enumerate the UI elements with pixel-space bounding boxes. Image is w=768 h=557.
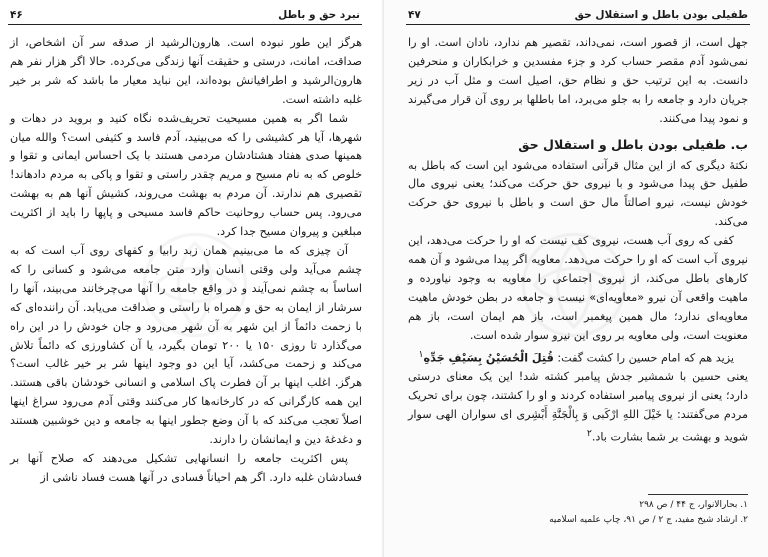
left-page-header: [8, 8, 362, 25]
paragraph: کفی که روی آب هست، نیروی کف نیست که او را حرکت می‌دهد، این نیروی آب است که او را حرکت می‌دهد. معاویه اگر پیدا می‌شود و آن همه کارهای باطل می‌کند، از نیروی اجتماعی را معاویه به وجود نیاورده و ماهیت واقعی آن نیرو «معاویه‌ای» نیست و جامعه در بطن خودش ماهیت معاویه‌ای ندارد؛ مال همین پیغمبر است، باز هم ایمان است، باز هم معنویت است، ولی معاویه بر روی این نیرو سوار شده است.: [408, 234, 748, 342]
paragraph: [408, 368, 748, 447]
right-page: [384, 0, 768, 557]
paragraph: جهل است، از قصور است، نمی‌داند، تقصیر هم ندارد، نادان است. او را نمی‌شود آدم مقصر حساب کرد و جزء مفسدین و خرابکاران و منحرفین دانست. به این ترتیب حق و نظام حق، اصیل است و مثل آب در زیر جریان دارد و جامعه را به جلو می‌برد، اما باطلها بر روی آن قرار می‌گیرند و نمود پیدا می‌کنند.: [408, 36, 748, 125]
left-page-body: [10, 34, 362, 488]
footnote-marker[interactable]: ۲: [586, 427, 592, 439]
page-number: ۴۶: [10, 9, 23, 21]
quote-intro: یزید هم که امام حسین را کشت گفت:: [557, 351, 734, 365]
paragraph: پس اکثریت جامعه را انسانهایی تشکیل می‌دهند که صلاح آنها بر فسادشان غلبه دارد. اگر هم احیاناً فسادی در آنها هست فساد ناشی از: [10, 451, 362, 484]
page-number: ۴۷: [408, 9, 421, 21]
footnote-marker[interactable]: ۱: [418, 348, 424, 360]
right-page-header: [406, 8, 750, 25]
arabic-quote: قُتِلَ الْحُسَيْنُ بِسَيْفِ جَدِّهِ: [423, 351, 554, 365]
footnote: ۲. ارشاد شیخ مفید، ج ۲ / ص ۹۱، چاپ علمیه اسلامیه: [549, 515, 748, 525]
running-title: نبرد حق و باطل: [278, 9, 360, 21]
section-heading: ب. طفیلی بودن باطل و استقلال حق: [518, 136, 748, 152]
paragraph: نکتهٔ دیگری که از این مثال قرآنی استفاده می‌شود این است که باطل به طفیل حق پیدا می‌شود و با نیروی حق حرکت می‌کند؛ یعنی نیروی مال خودش نیست، نیرو اصالتاً مال حق است و باطل با نیروی حق حرکت می‌کند.: [408, 158, 748, 229]
running-title: طفیلی بودن باطل و استقلال حق: [574, 9, 748, 21]
footnote: ۱. بحارالانوار، ج ۴۴ / ص ۲۹۸: [639, 500, 748, 510]
paragraph: شما اگر به همین مسیحیت تحریف‌شده نگاه کنید و بروید در دهات و شهرها، آیا هر کشیشی را که می‌بینید، آدم فاسد و کثیفی است؟ والله میان همینها صدی هفتاد هشتادشان مردمی هستند با یک احساس ایمانی و تقوا و خلوص که به نام مسیح و مریم چقدر راستی و تقوا و پاکی به مردم دادهاند! تقصیری هم ندارند. آن مردم به بهشت می‌روند، کشیش آنها هم به بهشت می‌رود. پس حساب روحانیت حاکم فاسد مسیحی و پاپها را باید از اکثریت مبلغین و پیروان مسیح جدا کرد.: [10, 111, 362, 239]
paragraph-text: یعنی حسین با شمشیر جدش پیامبر کشته شد! این یک معنای درستی دارد؛ یعنی از نیروی پیامبر استفاده کردند و او را کشتند، چون برای تحریک مردم می‌گفتند: یا خَیْلَ اللهِ ارْکَبی وَ بِالْجَنَّةِ أَبْشِری ای سواران الهی سوار شوید و بهشت بر شما بشارت باد.: [408, 370, 748, 444]
paragraph-with-quote: [408, 346, 748, 369]
paragraph: هرگز این طور نبوده است. هارون‌الرشید از صدقه سر آن اشخاص، از صداقت، امانت، درستی و حقیقت آنها زندگی می‌کرده. حالا اگر هزار نفر هم هارون‌الرشید و اطرافیانش بوده‌اند، این نباید معیار ما باشد که شر بر خیر غلبه داشته است.: [10, 36, 362, 106]
footnote-divider: [648, 494, 748, 495]
right-page-body: [408, 34, 748, 448]
footnotes: [408, 494, 748, 528]
paragraph: آن چیزی که ما می‌بینیم همان زبد رابیا و کفهای روی آب است که به چشم می‌آید ولی وقتی انسان وارد متن جامعه می‌شود و کسانی را که اساساً به چشم نمی‌آیند و در واقع جامعه را آنها می‌چرخانند می‌بیند، آنها را سرشار از ایمان به حق و همراه با راستی و صداقت می‌یابد. آن راننده‌ای که با زحمت دائماً از این شهر به آن شهر می‌رود و جان خودش را در این راه می‌گذارد تا روزی ۱۵۰ یا ۲۰۰ تومان بگیرد، یا آن کشاورزی که دائماً تلاش می‌کند و زحمت می‌کشد، آیا این دو وجود اینها شر بر خیر غالب است؟ هرگز. اغلب اینها بر آن فطرت پاک اسلامی و انسانی خودشان باقی هستند. این همه کارگرانی که در کارخانه‌ها کار می‌کنند وقتی آدم می‌رود سراغ اینها اصلاً تعجب می‌کند که با آن وضع جطور اینها به جامعه و دین خوشبین هستند و دغدغهٔ دین و ایمانشان را دارند.: [10, 243, 362, 447]
